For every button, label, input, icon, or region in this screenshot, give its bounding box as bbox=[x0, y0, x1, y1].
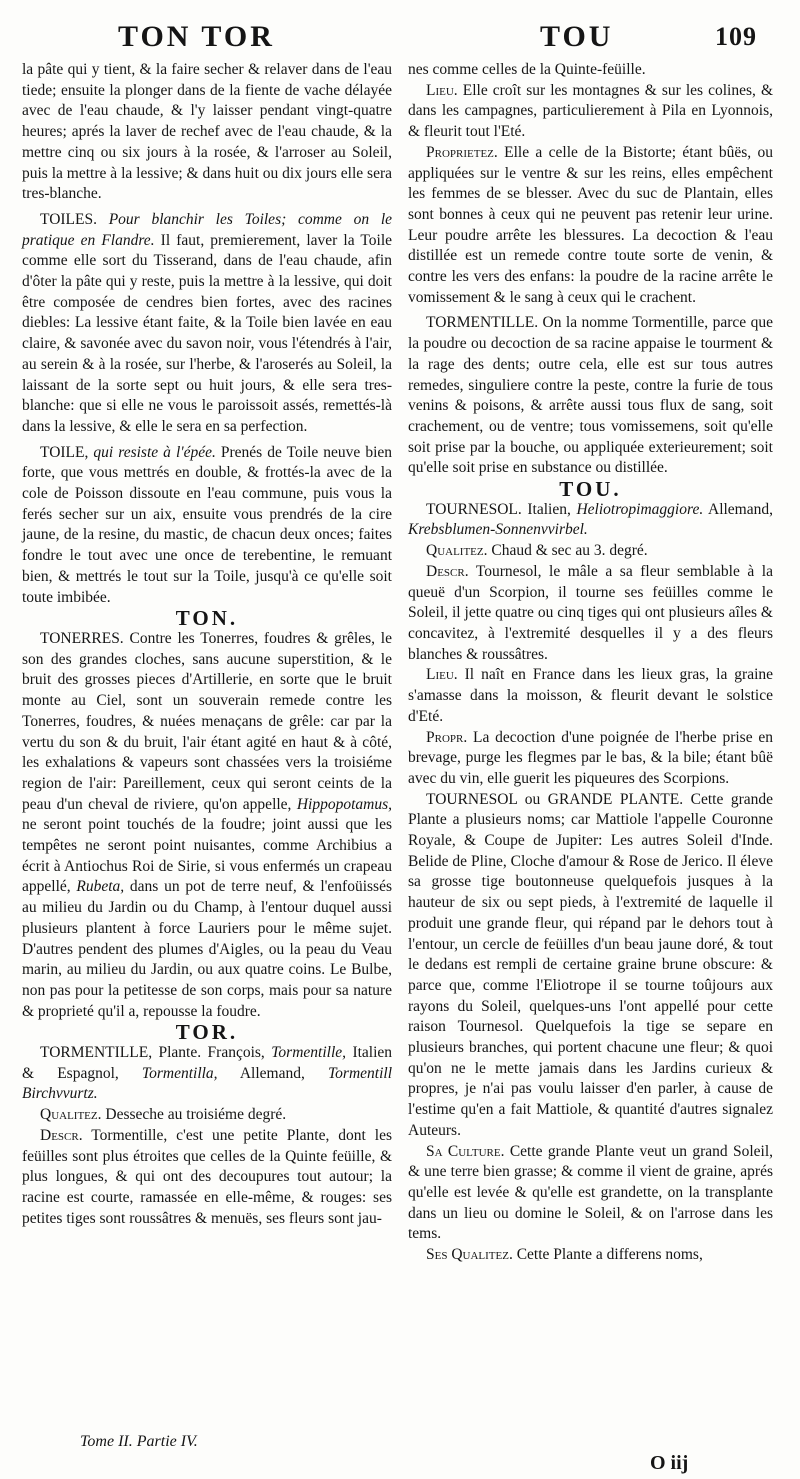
page-number: 109 bbox=[715, 22, 757, 51]
entry-body: Contre les Tonerres, foudres & grêles, le son des grandes cloches, sans aucune superstition, & le bruit des grosses pieces d'Artillerie, en sorte que le bruit monte au Ciel, sont un souverain remede contre les Tonerres, foudres, & nuées menaçans de grêle: car par la vertu du son & du bruit, l'air étant agité en haut & à côté, les exhalations & vapeurs sont chassées vers la troisiéme region de l'air: Pareillement, ceux qui seront ceints de la peau d'un cheval de riviere, qu'on appelle, bbox=[22, 629, 392, 813]
field-body: Elle croît sur les montagnes & sur les colines, & dans les campagnes, particulierement à Pila en Lyonnois, & fleurit tout l'Eté. bbox=[408, 81, 774, 141]
entry-head: TORMENTILLE, bbox=[40, 1044, 153, 1062]
entry-body: dans un pot de terre neuf, & l'enfoüissés au milieu du Jardin ou du Champ, à l'entour duquel aussi plusieurs plantent à force Lauriers pour le même sujet. D'autres pendent des plumes d'Aigles, ou la peau du Veau marin, au milieu du Jardin, ou aux quatre coins. Le Bulbe, non pas pour la petitesse de son corps, mais pour sa nature & proprieté qu'il a, repousse la foudre. bbox=[22, 878, 393, 1020]
field-label: Qualitez. bbox=[426, 542, 488, 560]
field-body: Cette grande Plante veut un grand Soleil, & une terre bien grasse; & comme il vient de graine, aprés qu'elle est levée & qu'elle est grandette, on la transplante dans un lieu ou domine le Soleil, & on l'arrose dans les tems. bbox=[408, 1142, 774, 1243]
field-label: Lieu. bbox=[426, 666, 458, 684]
entry-subtitle: qui resiste à l'épée. bbox=[93, 443, 216, 461]
field-label: Ses Qualitez. bbox=[426, 1246, 513, 1264]
italic-term: Tormentill Birchvvurtz. bbox=[22, 1064, 393, 1103]
entry-text: Allemand, bbox=[708, 500, 773, 518]
entry-culture bbox=[408, 1142, 773, 1246]
entry-description bbox=[22, 1126, 392, 1230]
entry-head: TOURNESOL. bbox=[426, 500, 522, 518]
entry-toile bbox=[22, 443, 392, 609]
entry-tormentille bbox=[22, 1043, 392, 1105]
signature-mark: O iij bbox=[650, 1452, 689, 1474]
field-label: Propr. bbox=[426, 728, 468, 746]
entry-head: TOILES. bbox=[40, 210, 97, 228]
entry-qualites-2 bbox=[408, 1245, 773, 1266]
entry-text: Plante. François, bbox=[158, 1044, 265, 1062]
field-body: Cette Plante a differens noms, bbox=[516, 1246, 703, 1264]
field-label: Sa Culture. bbox=[426, 1142, 505, 1160]
field-body: Elle a celle de la Bistorte; étant bûës, ou appliquées sur le ventre & sur les reins, elles empêchent les femmes de se blesser. Avec du suc de Plantain, elles sont bonnes à ceux qui ne peuvent pas retenir leur urine. Leur poudre arrête les blessures. La decoction & l'eau distillée est un remede contre toute sorte de venin, & contre les vers des enfans: la poudre de la racine arrête le vomissement & le sang à ceux qui le crachent. bbox=[408, 143, 773, 306]
section-heading-tor: TOR. bbox=[175, 1020, 239, 1045]
entry-text: Italien & Espagnol, bbox=[22, 1044, 393, 1082]
field-label: Lieu. bbox=[426, 81, 458, 99]
section-heading-ton: TON. bbox=[175, 606, 239, 631]
entry-body: Cette grande Plante a plusieurs noms; car Mattiole l'appelle Couronne Royale, & Coupe de Jupiter: Les autres Soleil d'Inde. Belide de Pline, Cloche d'amour & Rose de Jerico. Il éleve sa grosse tige boutonneuse quelquefois jusques à la hauteur de six ou sept pieds, à l'extremité de laquelle il produit une grande fleur, qui répand par le dehors tout à l'entour, un cercle de feüilles d'un beau jaune doré, & tout le dedans est rempli de certaine graine brune obscure: & parce que, comme l'Eliotrope il se tourne toûjours aux rayons du Soleil, quelques-uns l'ont appellé pour cette raison Tournesol. Quelquefois la tige se separe en plusieurs branches, qui portent chacune une fleur; & quoi qu'on ne le mette jamais dans les Jardins curieux & propres, je n'ai pas voulu laisser d'en parler, à cause de l'estime qu'en a fait Mattiole, & quantité d'autres signalez Auteurs. bbox=[408, 790, 773, 1139]
italic-term: Tormentille, bbox=[271, 1044, 347, 1062]
entry-subtitle: Pour blanchir les Toiles; comme on le pratique en Flandre. bbox=[22, 210, 393, 249]
field-label: Qualitez. bbox=[40, 1106, 102, 1124]
field-label: Proprietez. bbox=[426, 143, 498, 161]
entry-proprietes bbox=[408, 728, 773, 790]
italic-term: Rubeta, bbox=[76, 878, 125, 896]
entry-body: ne seront point touchés de la foudre; joint aussi que les tempêtes ne seront point nuisantes, comme Archibius a écrit à Antiochus Roi de Sirie, si vous enfermés un crapeau appellé, bbox=[22, 816, 392, 896]
entry-grande-plante bbox=[408, 790, 773, 1142]
entry-head: TONERRES. bbox=[40, 629, 124, 647]
volume-footer: Tome II. Partie IV. bbox=[80, 1433, 198, 1450]
field-label: Descr. bbox=[426, 562, 469, 580]
entry-lieu bbox=[408, 81, 773, 143]
italic-term: Heliotropimaggiore. bbox=[576, 500, 704, 518]
field-label: Descr. bbox=[40, 1126, 83, 1144]
entry-body: On la nomme Tormentille, parce que la poudre ou decoction de sa racine appaise le tourment & la rage des dents; outre cela, elle est sur tous autres remedes, singuliere contre la peste, contre la furie de tous venins & poisons, & arrête aussi tous flux de sang, soit crachement, ou de ventre; tous vomissemens, soit qu'elle soit prise par la bouche, ou appliquée exterieurement; soit qu'elle soit prise en substance ou distillée. bbox=[408, 314, 773, 477]
entry-body: Il faut, premierement, laver la Toile comme elle sort du Tisserand, dans de l'eau chaude, afin d'ôter la pâte qui y reste, puis la mettre à la lessive, qui doit être composée de cendres bien fortes, avec des racines diebles: La lessive étant faite, & la Toile bien lavée en eau claire, & savonée avec du savon noir, vous l'étendrés à l'air, au serein & à la rosée, sur l'herbe, & l'aroserés au Soleil, la laissant de la sorte sept ou huit jours, & elle sera tres-blanche: que si elle ne vous le paroissoit assés, remettés-là dans la lessive, & elle le sera en sa perfection. bbox=[22, 231, 393, 435]
entry-lieu bbox=[408, 665, 773, 727]
italic-term: Hippopotamus, bbox=[296, 795, 392, 813]
entry-tormentille-2 bbox=[408, 313, 773, 479]
entry-text: Allemand, bbox=[239, 1064, 305, 1082]
entry-qualites bbox=[408, 541, 773, 562]
field-body: La decoction d'une poignée de l'herbe prise en brevage, purge les flegmes par le bas, & la bile; étant bûë avec du vin, elle guerit les piqueures des Scorpions. bbox=[408, 728, 774, 787]
entry-tournesol bbox=[408, 500, 773, 541]
entry-text: Italien, bbox=[527, 500, 571, 518]
field-body: Desseche au troisiéme degré. bbox=[105, 1106, 287, 1124]
entry-body: Prenés de Toile neuve bien forte, que vous mettrés en double, & frottés-la avec de la cole de Poisson dissoute en l'eau commune, puis vous la ferés secher sur un aix, ensuite vous prendrés de la cire jaune, de la resine, du mastic, de chacun deux onces; faites fondre le tout avec une once de terebentine, le remuant bien, & mettrés le tout sur la Toile, jusqu'à ce qu'elle soit toute imbibée. bbox=[22, 443, 393, 606]
entry-head: TOURNESOL ou GRANDE PLANTE. bbox=[426, 790, 684, 808]
field-body: Chaud & sec au 3. degré. bbox=[491, 542, 648, 560]
field-body: Tormentille, c'est une petite Plante, dont les feüilles sont plus étroites que celles de la Quinte feüille, & plus longues, & qui ont des decoupures tout autour; la racine est courte, ramassée en elle-même, & rouges: ses petites tiges sont roussâtres & menuës, ses fleurs sont jau- bbox=[22, 1126, 392, 1227]
section-heading-tou: TOU. bbox=[559, 477, 622, 502]
field-body: Il naît en France dans les lieux gras, la graine s'amasse dans la moisson, & fleurit devant le solstice d'Eté. bbox=[408, 666, 774, 725]
running-head-center: TOU bbox=[540, 20, 614, 53]
entry-description bbox=[408, 562, 773, 666]
paragraph-continuation: nes comme celles de la Quinte-feüille. bbox=[408, 61, 646, 78]
left-column bbox=[22, 60, 392, 1229]
running-head-left: TON TOR bbox=[118, 20, 275, 53]
entry-proprietes bbox=[408, 143, 773, 309]
entry-qualites bbox=[22, 1105, 392, 1126]
field-body: Tournesol, le mâle a sa fleur semblable à la queuë d'un Scorpion, il tourne ses feüilles comme le Soleil, il jette quatre ou cinq tiges qui ont plusieurs aîles & concavitez, à l'extremité desquelles il y a des fleurs blanches & roussâtres. bbox=[408, 562, 773, 663]
entry-tonerres bbox=[22, 629, 392, 1022]
entry-head: TOILE, bbox=[40, 443, 89, 461]
entry-head: TORMENTILLE. bbox=[426, 314, 539, 332]
paragraph-continuation: la pâte qui y tient, & la faire secher & relaver dans de l'eau tiede; ensuite la plonger dans de la fiente de vache délayée avec de l'eau chaude, & l'y laisser pendant vingt-quatre heures; aprés la laver de rechef avec de l'eau chaude, & la mettre cinq ou six jours à la rosée, & l'arroser au Soleil, puis la mettre à la lessive; & dans huit ou dix jours elle sera tres-blanche. bbox=[22, 61, 392, 203]
entry-toiles bbox=[22, 210, 392, 438]
right-column bbox=[408, 60, 773, 1266]
italic-term: Krebsblumen-Sonnenvvirbel. bbox=[408, 521, 588, 539]
italic-term: Tormentilla, bbox=[141, 1064, 218, 1082]
